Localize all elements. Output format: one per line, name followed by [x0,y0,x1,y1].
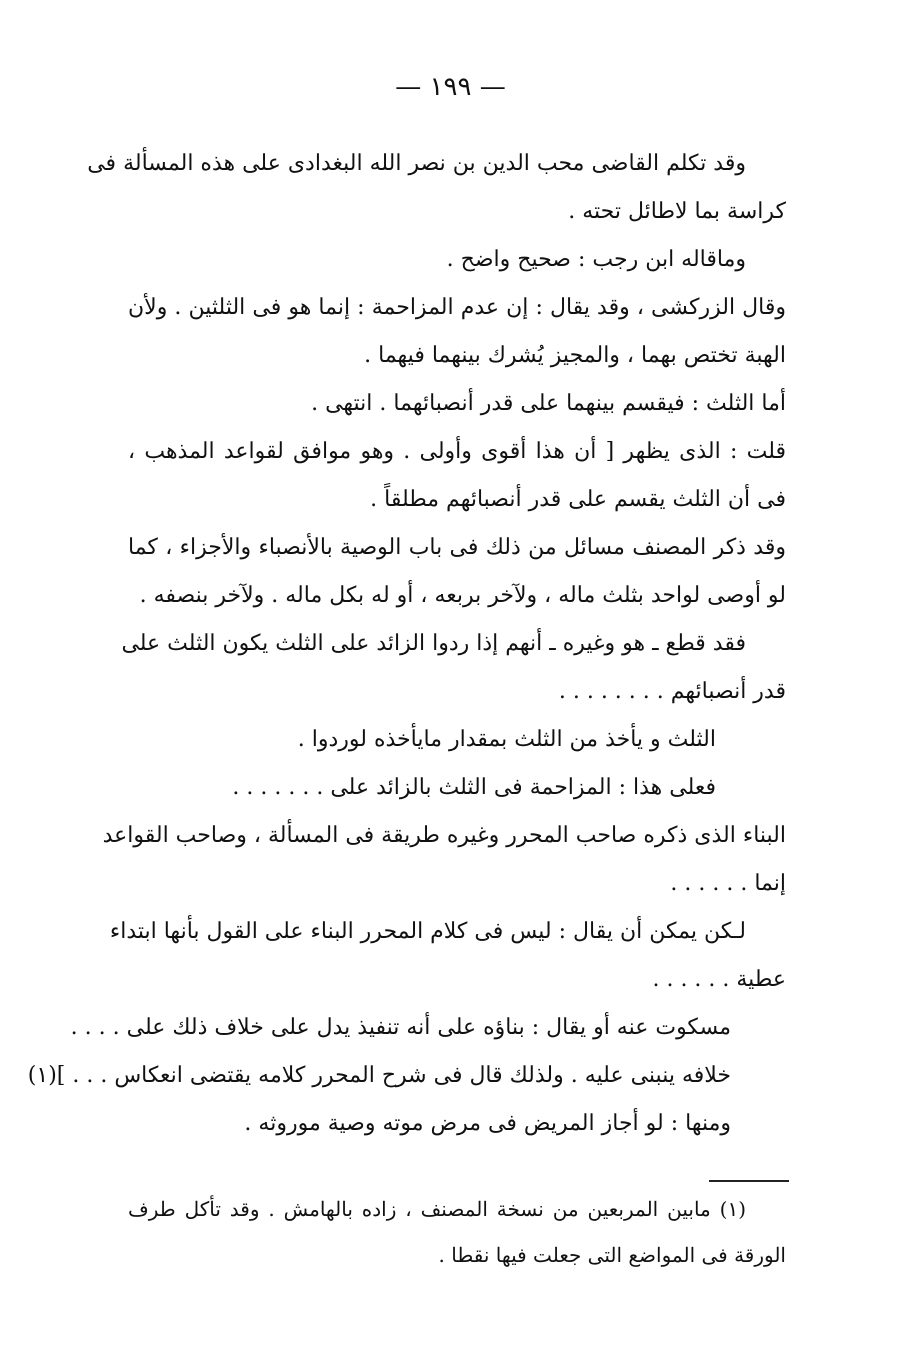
text-line: خلافه ينبنى عليه . ولذلك قال فى شرح المحرر كلامه يقتضى انعكاس . . . ](١) [27,1063,731,1088]
text-line: قلت : الذى يظهر [ أن هذا أقوى وأولى . وهو موافق لقواعد المذهب ، [128,439,786,464]
text-line: فقد قطع ـ هو وغيره ـ أنهم إذا ردوا الزائد على الثلث يكون الثلث على [121,631,746,656]
text-line: إنما . . . . . . [670,871,786,896]
text-line: البناء الذى ذكره صاحب المحرر وغيره طريقة فى المسألة ، وصاحب القواعد [102,823,786,848]
footnote-divider [709,1180,789,1182]
text-line: الهبة تختص بهما ، والمجيز يُشرك بينهما فيهما . [364,343,786,368]
text-line: لـكن يمكن أن يقال : ليس فى كلام المحرر البناء على القول بأنها ابتداء [109,919,746,944]
text-line: ومنها : لو أجاز المريض فى مرض موته وصية موروثه . [244,1111,731,1136]
text-line: الثلث و يأخذ من الثلث بمقدار مايأخذه لوردوا . [297,727,716,752]
footnote-line: (١) مابين المربعين من نسخة المصنف ، زاده بالهامش . وقد تأكل طرف [128,1197,746,1221]
text-line: كراسة بما لاطائل تحته . [568,199,786,224]
text-line: قدر أنصبائهم . . . . . . . . [558,679,786,704]
page-number: — ١٩٩ — [395,72,506,102]
text-line: وقد ذكر المصنف مسائل من ذلك فى باب الوصية بالأنصباء والأجزاء ، كما [128,535,786,560]
text-line: لو أوصى لواحد بثلث ماله ، ولآخر بربعه ، أو له بكل ماله . ولآخر بنصفه . [139,583,786,608]
text-line: عطية . . . . . . [652,967,786,992]
footnote-line: الورقة فى المواضع التى جعلت فيها نقطا . [438,1243,786,1267]
text-line: وقد تكلم القاضى محب الدين بن نصر الله البغدادى على هذه المسألة فى [87,151,746,176]
body-text [27,140,786,1148]
footnotes [128,1186,786,1278]
text-line: فى أن الثلث يقسم على قدر أنصبائهم مطلقاً . [370,487,786,512]
text-line: أما الثلث : فيقسم بينهما على قدر أنصبائهما . انتهى . [311,391,786,416]
text-line: وماقاله ابن رجب : صحيح واضح . [446,247,746,272]
text-line: فعلى هذا : المزاحمة فى الثلث بالزائد على . . . . . . . [232,775,716,800]
text-line: وقال الزركشى ، وقد يقال : إن عدم المزاحمة : إنما هو فى الثلثين . ولأن [128,295,786,320]
text-line: مسكوت عنه أو يقال : بناؤه على أنه تنفيذ يدل على خلاف ذلك على . . . . [70,1015,731,1040]
